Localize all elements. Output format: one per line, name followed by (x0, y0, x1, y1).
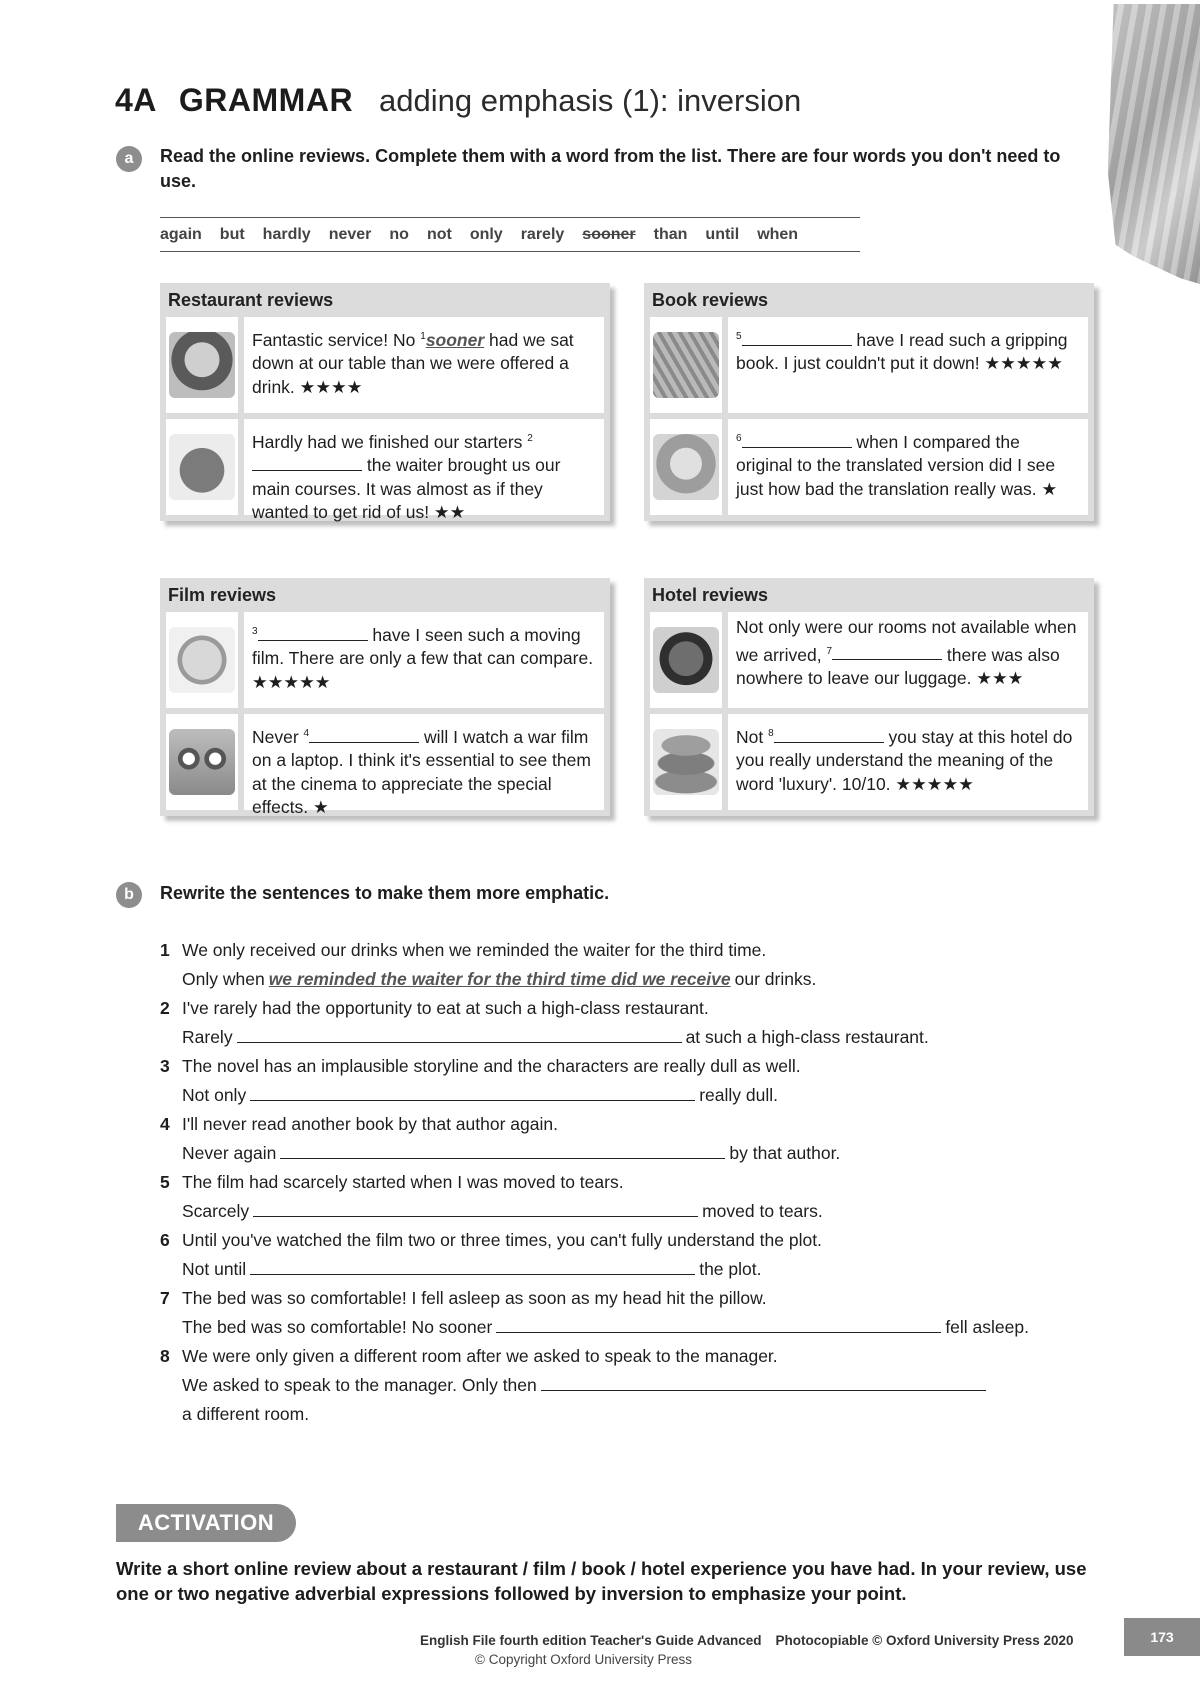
answer-gap-6[interactable] (742, 433, 852, 448)
word-item: not (426, 225, 452, 243)
review-text: Never $^4$ will I watch a war film on a laptop. I think it's essential to see them at the cinema to appreciate the special effects. ★ (244, 714, 604, 810)
review-row (166, 419, 604, 523)
panel-title: Hotel reviews (652, 585, 769, 605)
smiling-man-photo (653, 627, 719, 693)
answer-gap-7[interactable] (832, 645, 942, 660)
unit-code: 4A (115, 82, 157, 118)
word-item: again (160, 225, 202, 243)
decorative-corner-graphic (1104, 4, 1200, 284)
rewrite-item: 2 I've rarely had the opportunity to eat at such a high-class restaurant. Rarely at such a high-class restaurant. (160, 998, 929, 1047)
word-item: when (757, 225, 799, 243)
copyright-notice: © Copyright Oxford University Press (475, 1652, 693, 1667)
film-reviews-panel (160, 578, 610, 816)
review-row (166, 612, 604, 708)
stones-photo (653, 729, 719, 795)
cat-photo (653, 332, 719, 398)
topic-label: adding emphasis (1): inversion (379, 83, 802, 118)
example-answer: we reminded the waiter for the third time did we receive (268, 969, 731, 989)
baby-photo (169, 627, 235, 693)
word-item: but (219, 225, 245, 243)
exercise-b-instruction: Rewrite the sentences to make them more emphatic. (160, 883, 610, 903)
answer-gap-3[interactable] (258, 626, 368, 641)
review-text: $^6$ when I compared the original to the translated version did I see just how bad the translation really was. ★ (728, 419, 1088, 515)
exercise-a-badge: a (116, 146, 142, 172)
review-text: $^3$ have I seen such a moving film. There are only a few that can compare. ★★★★★ (244, 612, 604, 708)
activation-text: Write a short online review about a restaurant / film / book / hotel experience you have had. In your review, use one or two negative adverbial expressions followed by inversion to emphasize your point. (116, 1558, 1087, 1604)
review-text: Not $^8$ you stay at this hotel do you really understand the meaning of the word 'luxury'. 10/10. ★★★★★ (728, 714, 1088, 810)
child-glasses-photo (169, 729, 235, 795)
footer-book-title: English File fourth edition Teacher's Guide Advanced (420, 1633, 762, 1648)
review-text: Not only were our rooms not available when we arrived, $^7$ there was also nowhere to leave our luggage. ★★★ (728, 612, 1088, 708)
review-row (650, 612, 1088, 708)
panel-title: Book reviews (652, 290, 769, 310)
book-reviews-panel (644, 283, 1094, 521)
answer-line[interactable] (496, 1316, 941, 1333)
monster-photo (169, 434, 235, 500)
review-text: $^5$ have I read such a gripping book. I just couldn't put it down! ★★★★★ (728, 317, 1088, 413)
word-item: rarely (520, 225, 565, 243)
footer (420, 1633, 1074, 1648)
rewrite-item: 3 The novel has an implausible storyline and the characters are really dull as well. Not only really dull. (160, 1056, 801, 1105)
answer-line[interactable] (280, 1142, 725, 1159)
rewrite-item: 4 I'll never read another book by that author again. Never again by that author. (160, 1114, 841, 1163)
exercise-b-badge: b (116, 882, 142, 908)
word-item: only (469, 225, 503, 243)
answer-line[interactable] (250, 1258, 695, 1275)
woman-photo (653, 434, 719, 500)
review-row (650, 419, 1088, 515)
review-row (166, 714, 604, 818)
word-item-used: sooner (582, 225, 636, 243)
man-photo (169, 332, 235, 398)
review-text: Hardly had we finished our starters $^2$ the waiter brought us our main courses. It was almost as if they wanted to get rid of us! ★★ (244, 419, 604, 515)
word-list (160, 217, 860, 252)
example-answer: sooner (425, 329, 485, 350)
answer-gap-2[interactable] (252, 456, 362, 471)
exercise-a-instruction: Read the online reviews. Complete them with a word from the list. There are four words you don't need to use. (160, 146, 1061, 191)
answer-line[interactable] (237, 1026, 682, 1043)
rewrite-item: 1 We only received our drinks when we reminded the waiter for the third time. Only when we reminded the waiter for the third time did we receive our drinks. (160, 936, 1120, 994)
answer-gap-5[interactable] (742, 331, 852, 346)
answer-line[interactable] (253, 1200, 698, 1217)
word-item: no (389, 225, 409, 243)
answer-line[interactable] (541, 1374, 986, 1391)
section-label: GRAMMAR (178, 82, 354, 118)
word-item: than (653, 225, 688, 243)
word-item: never (328, 225, 372, 243)
rewrite-item: 7 The bed was so comfortable! I fell asleep as soon as my head hit the pillow. The bed was so comfortable! No sooner fell asleep. (160, 1288, 1029, 1337)
word-item: hardly (262, 225, 311, 243)
page-title (115, 82, 801, 119)
word-item: until (705, 225, 740, 243)
activation-label: ACTIVATION (116, 1504, 296, 1542)
page-number: 173 (1124, 1618, 1200, 1656)
hotel-reviews-panel (644, 578, 1094, 816)
review-row (650, 317, 1088, 413)
rewrite-item: 6 Until you've watched the film two or three times, you can't fully understand the plot. Not until the plot. (160, 1230, 822, 1279)
rewrite-item: 8 We were only given a different room after we asked to speak to the manager. We asked to speak to the manager. Only then a different room. (160, 1342, 1120, 1429)
panel-title: Film reviews (168, 585, 277, 605)
review-text: Fantastic service! No $^1$sooner had we sat down at our table than we were offered a drink. ★★★★ (244, 317, 604, 413)
review-row (650, 714, 1088, 810)
rewrite-item: 5 The film had scarcely started when I was moved to tears. Scarcely moved to tears. (160, 1172, 823, 1221)
answer-gap-4[interactable] (309, 728, 419, 743)
panel-title: Restaurant reviews (168, 290, 334, 310)
restaurant-reviews-panel (160, 283, 610, 521)
footer-photocopiable: Photocopiable © Oxford University Press 2020 (775, 1633, 1074, 1648)
answer-gap-8[interactable] (774, 728, 884, 743)
review-row (166, 317, 604, 413)
rewrite-items (160, 936, 1120, 1429)
answer-line[interactable] (250, 1084, 695, 1101)
